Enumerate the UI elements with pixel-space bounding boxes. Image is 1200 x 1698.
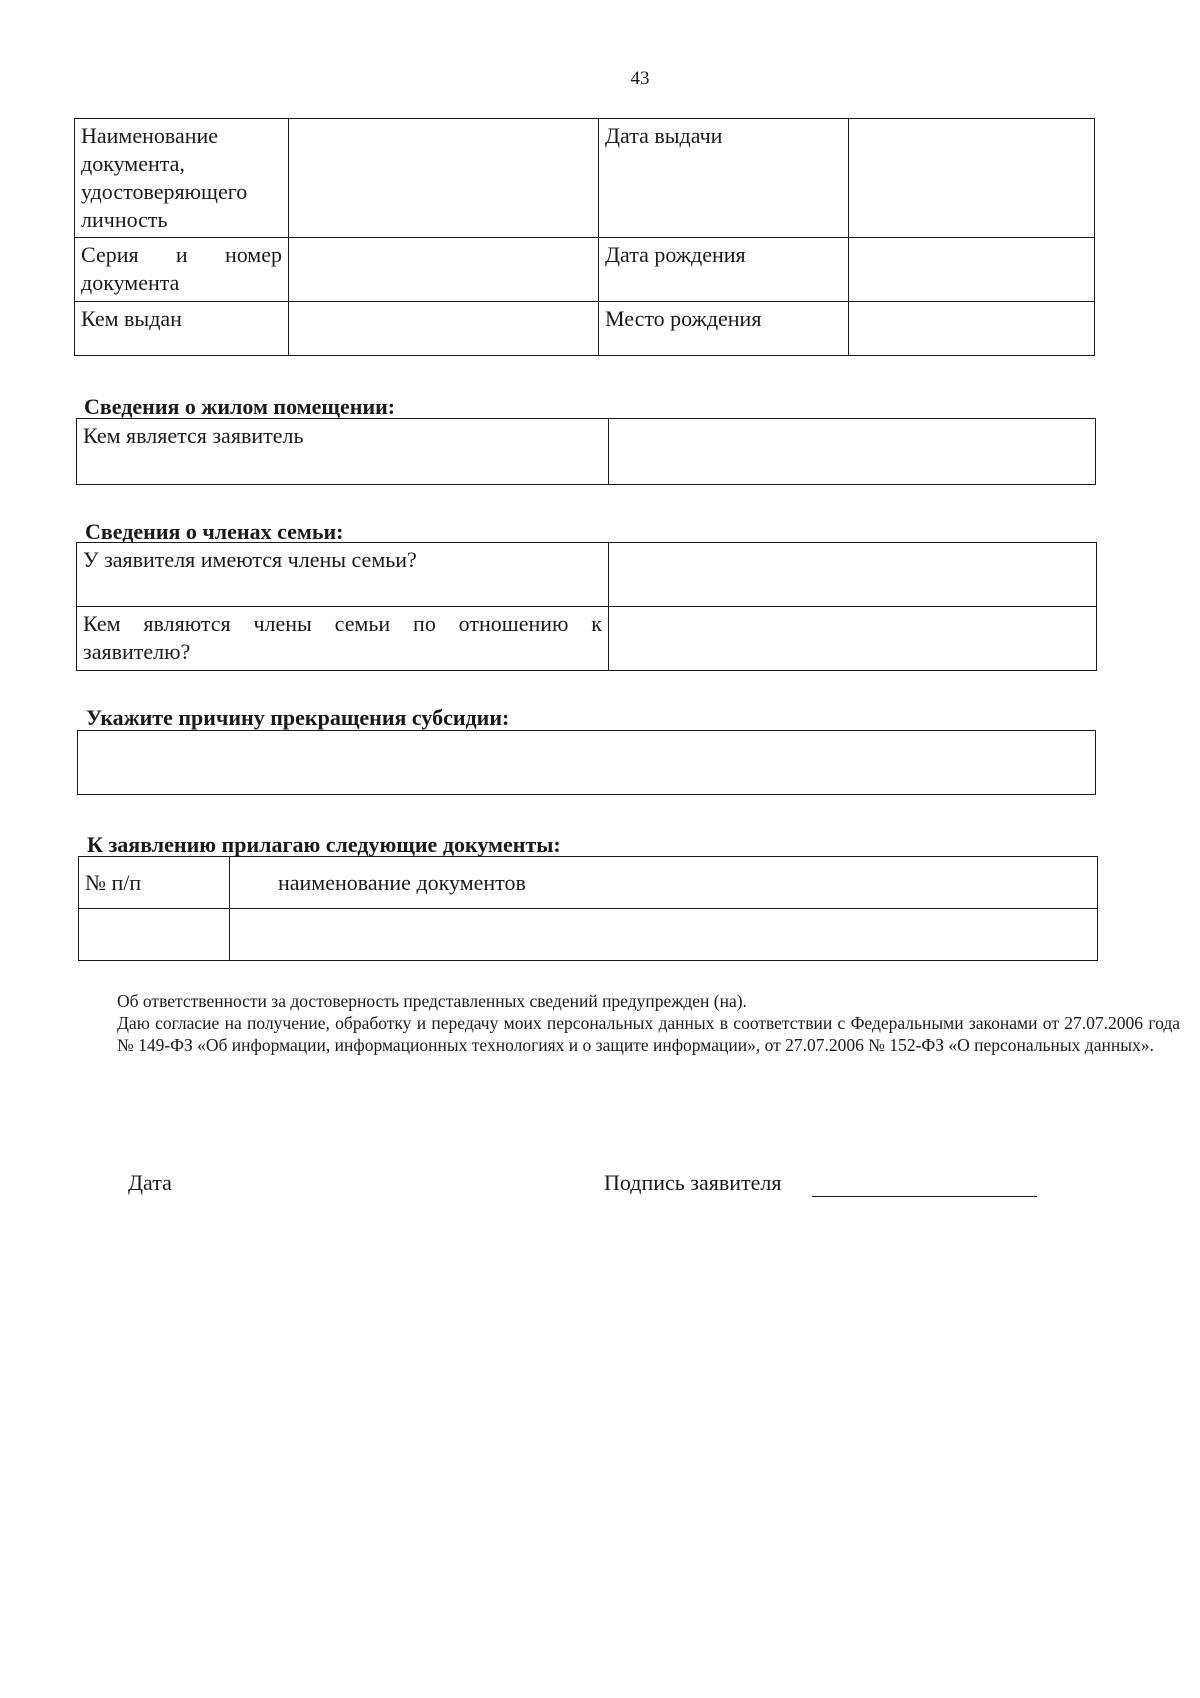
birth-date-field[interactable] — [849, 238, 1095, 302]
table-row — [77, 419, 1096, 485]
birth-place-field[interactable] — [849, 302, 1095, 356]
family-table — [76, 542, 1097, 671]
termination-reason-heading: Укажите причину прекращения субсидии: — [86, 705, 510, 730]
identity-document-table — [74, 118, 1095, 356]
table-row — [77, 607, 1097, 671]
signature-line[interactable] — [812, 1172, 1037, 1197]
applicant-role-label: Кем является заявитель — [77, 419, 609, 485]
table-row — [75, 119, 1095, 238]
table-row — [79, 909, 1098, 961]
series-number-label-line1: Серия и номер — [81, 242, 282, 267]
attachment-number-cell[interactable] — [79, 909, 230, 961]
has-family-members-label: У заявителя имеются члены семьи? — [77, 543, 609, 607]
consent-block — [117, 990, 1180, 1056]
table-row — [75, 302, 1095, 356]
issued-by-label: Кем выдан — [75, 302, 289, 356]
issue-date-label: Дата выдачи — [599, 119, 849, 238]
table-row — [77, 543, 1097, 607]
attachment-number-header: № п/п — [79, 857, 230, 909]
series-number-label — [75, 238, 289, 302]
family-relation-field[interactable] — [609, 607, 1097, 671]
family-relation-label-line2: заявителю? — [83, 639, 191, 664]
table-row — [79, 857, 1098, 909]
signature-label: Подпись заявителя — [604, 1170, 782, 1195]
date-label: Дата — [128, 1170, 172, 1195]
birth-place-label: Место рождения — [599, 302, 849, 356]
doc-name-field[interactable] — [289, 119, 599, 238]
family-relation-label — [77, 607, 609, 671]
page-number: 43 — [630, 68, 650, 89]
housing-heading: Сведения о жилом помещении: — [84, 394, 396, 419]
attachment-name-header: наименование документов — [230, 857, 1098, 909]
applicant-role-field[interactable] — [609, 419, 1096, 485]
termination-reason-table — [77, 730, 1096, 795]
family-relation-label-line1: Кем являются члены семьи по отношению к — [83, 611, 602, 636]
birth-date-label: Дата рождения — [599, 238, 849, 302]
personal-data-consent: Даю согласие на получение, обработку и передачу моих персональных данных в соответствии с Федеральными законами от 27.07.2006 года № 149-ФЗ «Об информации, информационных технологиях и о защите информации», от 27.07.2006 № 152-ФЗ «О персональных данных». — [117, 1013, 1180, 1055]
issue-date-field[interactable] — [849, 119, 1095, 238]
table-row — [78, 731, 1096, 795]
family-heading: Сведения о членах семьи: — [85, 519, 344, 544]
series-number-field[interactable] — [289, 238, 599, 302]
termination-reason-field[interactable] — [78, 731, 1096, 795]
attachment-name-cell[interactable] — [230, 909, 1098, 961]
has-family-members-field[interactable] — [609, 543, 1097, 607]
series-number-label-line2: документа — [81, 270, 180, 295]
table-row — [75, 238, 1095, 302]
attachments-table — [78, 856, 1098, 961]
issued-by-field[interactable] — [289, 302, 599, 356]
doc-name-label: Наименование документа, удостоверяющего личность — [75, 119, 289, 238]
housing-table — [76, 418, 1096, 485]
responsibility-statement: Об ответственности за достоверность представленных сведений предупрежден (на). — [117, 991, 747, 1011]
attachments-heading: К заявлению прилагаю следующие документы: — [87, 832, 561, 857]
